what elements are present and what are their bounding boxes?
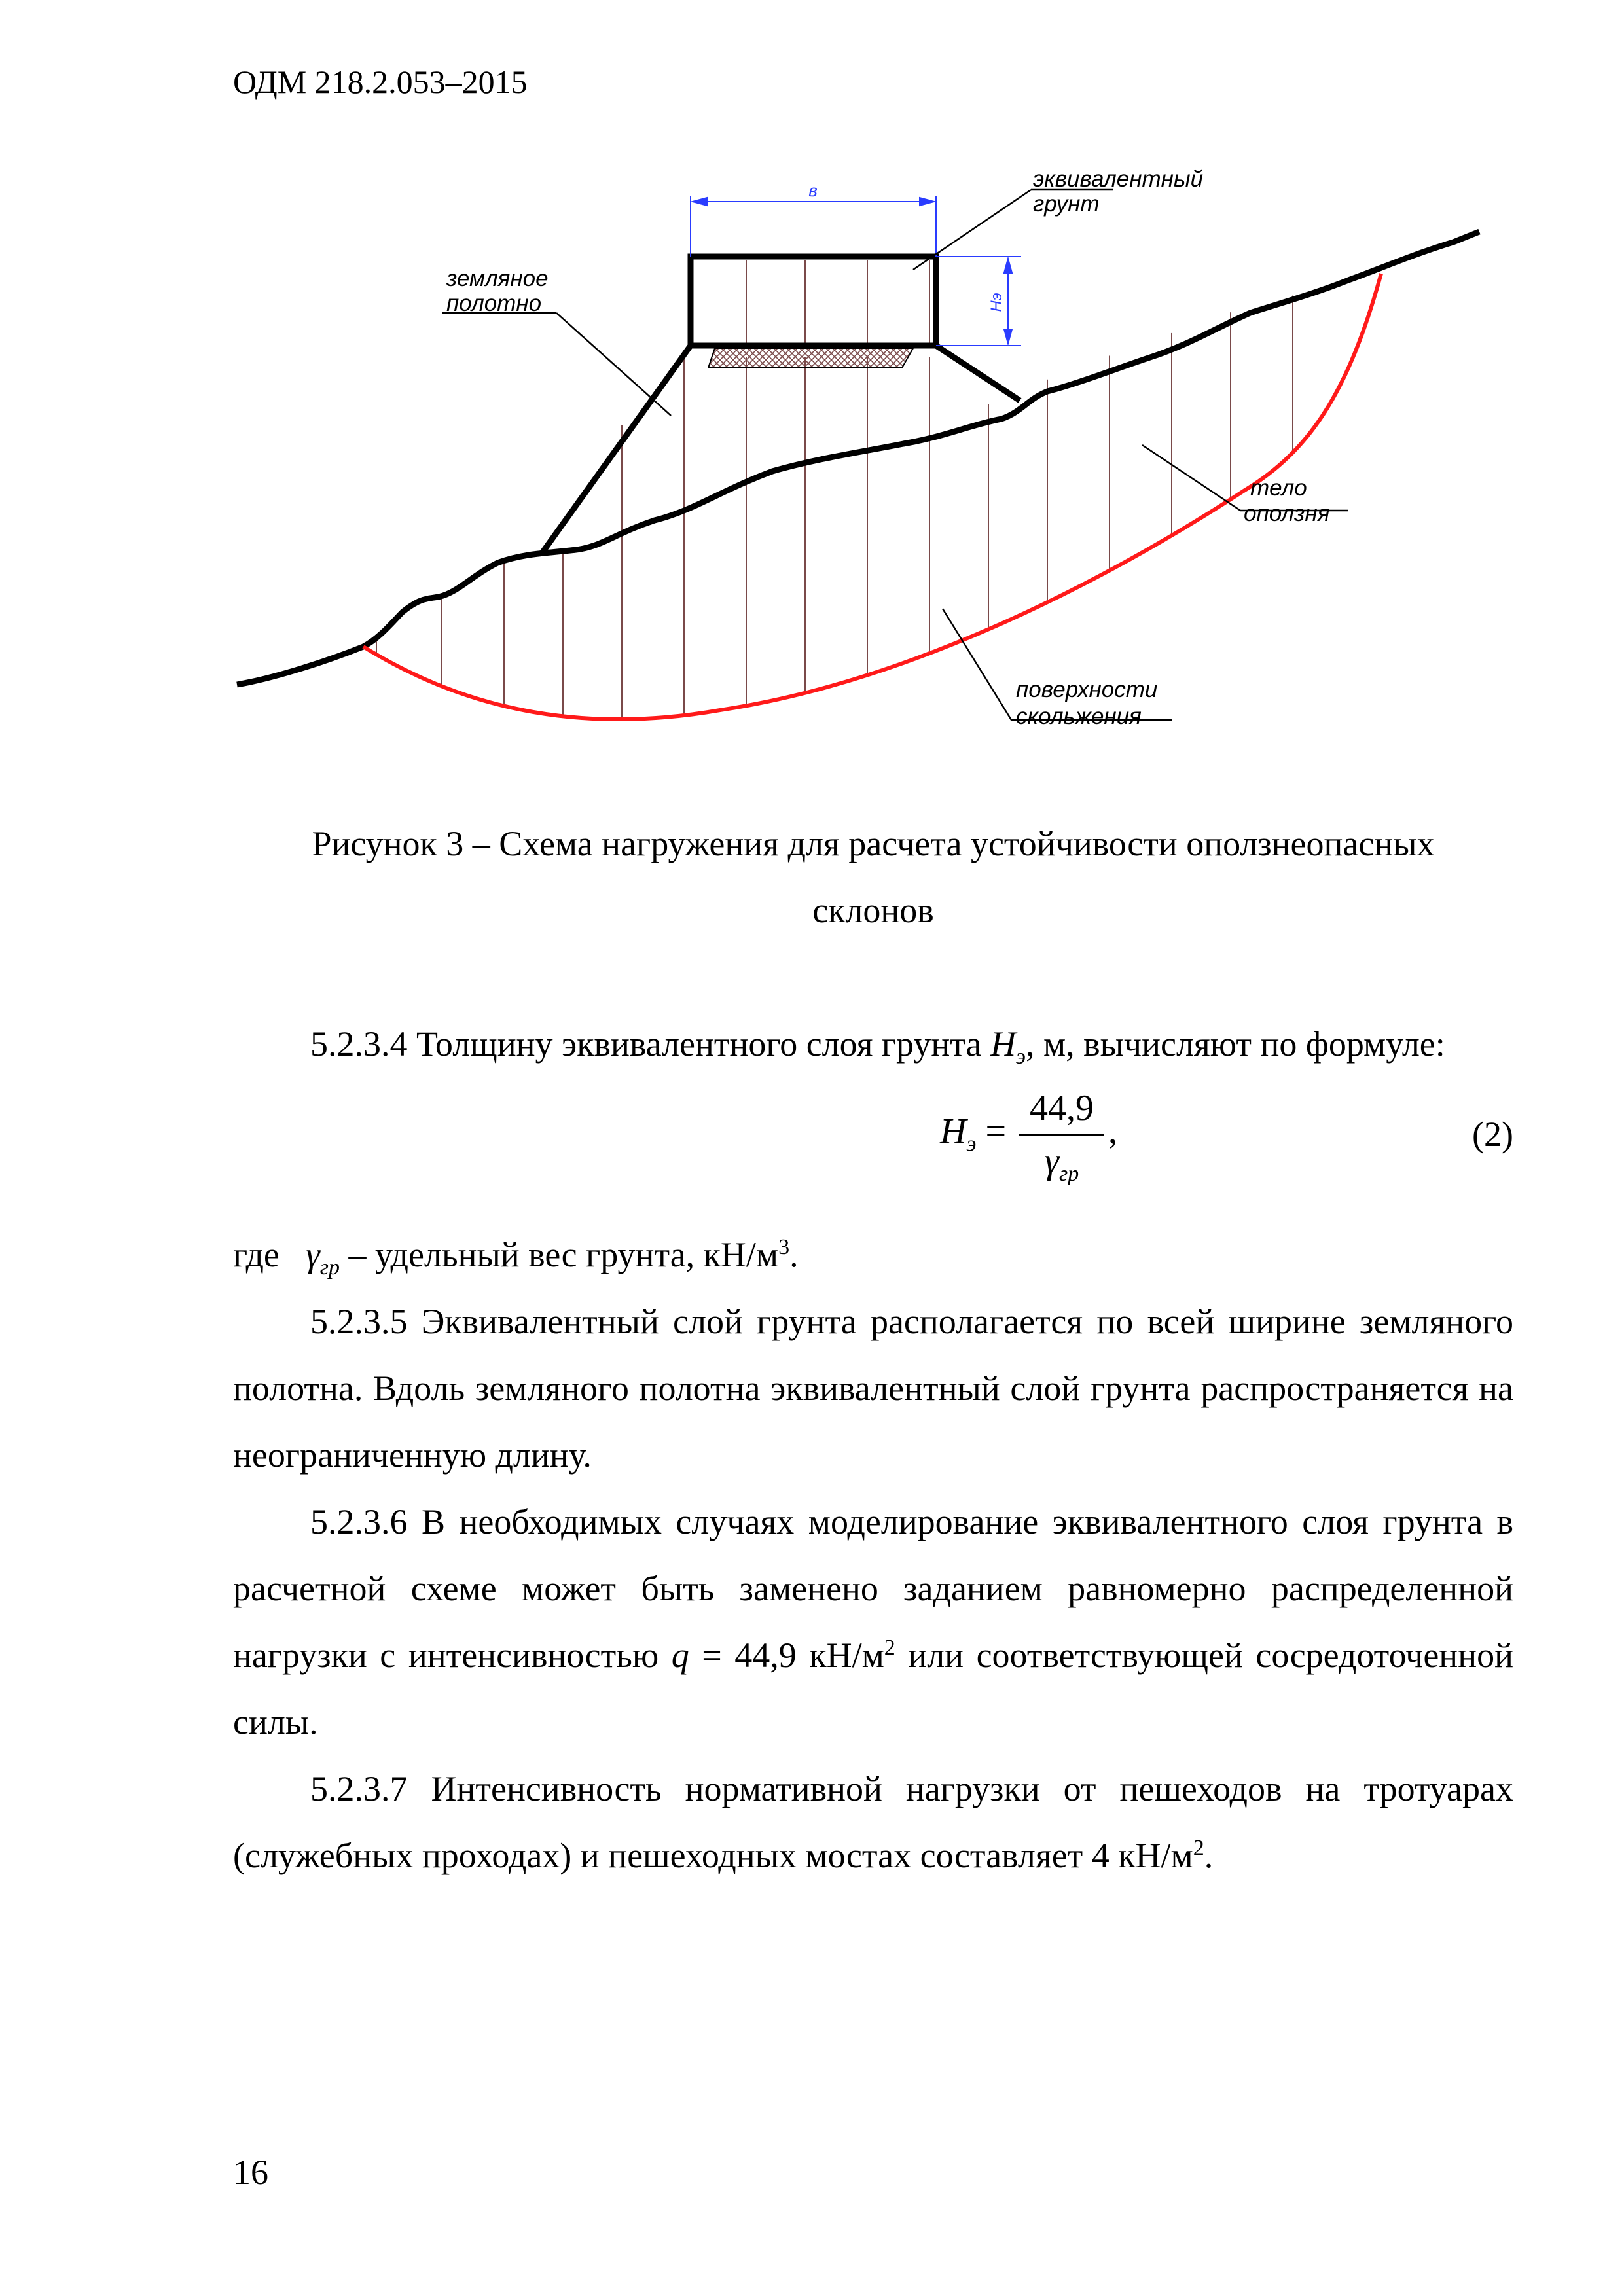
roadbed-hatching	[622, 260, 929, 527]
equivalent-soil-rectangle	[691, 257, 936, 346]
where-clause	[233, 1221, 1513, 1288]
ground-surface-line	[237, 232, 1479, 685]
height-dimension	[936, 257, 1021, 346]
figure-caption	[233, 810, 1513, 944]
unit-exponent: 2	[1193, 1836, 1204, 1860]
landslide-body-label-line2: оползня	[1244, 501, 1330, 526]
formula-equals: =	[985, 1111, 1007, 1152]
paragraph-5-2-3-5: 5.2.3.5 Эквивалентный слой грунта располагается по всей ширине земляного полотна. Вдоль земляного полотна эквивалентный слой грунта распространяется на неограниченную длину.	[233, 1302, 1513, 1475]
paragraph-text: 5.2.3.6 В необходимых случаях моделирование эквивалентного слоя грунта в расчетной схеме может быть заменено заданием равномерно распределенной нагрузки с интенсивностью	[233, 1502, 1513, 1675]
slip-surface-label-line2: скольжения	[1016, 704, 1142, 729]
paragraph-text: .	[1204, 1836, 1214, 1875]
page-number: 16	[233, 2153, 268, 2192]
formula-gamma-subscript: гр	[1058, 1162, 1079, 1187]
variable-q: q	[671, 1636, 689, 1675]
paragraph-text: = 44,9 кН/м	[689, 1636, 884, 1675]
loading-scheme-figure	[0, 0, 1624, 772]
equivalent-soil-label-line2: грунт	[1033, 191, 1100, 217]
formula-denominator	[1019, 1136, 1104, 1187]
paragraph-5-2-3-4	[233, 1011, 1513, 1077]
where-gamma: γ	[306, 1235, 320, 1274]
where-gamma-subscript: гр	[319, 1255, 340, 1280]
where-prefix: где	[233, 1235, 280, 1274]
variable-h-subscript: э	[1015, 1044, 1026, 1069]
paragraph-text: 5.2.3.4 Толщину эквивалентного слоя грунта	[310, 1024, 990, 1064]
equivalent-soil-label-line1: эквивалентный	[1033, 166, 1204, 192]
height-label: Нэ	[988, 293, 1005, 312]
leader-lines	[442, 190, 1348, 720]
roadbed-label-line2: полотно	[446, 291, 542, 316]
paragraph-5-2-3-6	[233, 1488, 1513, 1755]
paragraph-text: 5.2.3.7 Интенсивность нормативной нагрузки от пешеходов на тротуарах (служебных проходах) и пешеходных мостах составляет 4 кН/м	[233, 1769, 1513, 1875]
paragraph-text: или соответствующей сосредоточенной силы.	[233, 1636, 1513, 1742]
equation-number: (2)	[1472, 1115, 1513, 1154]
formula-comma: ,	[1108, 1111, 1118, 1152]
body-text	[233, 1011, 1513, 1889]
landslide-hatching	[376, 262, 1293, 740]
width-dimension	[691, 196, 936, 257]
width-label: в	[808, 181, 818, 200]
landslide-body-label-line1: тело	[1250, 475, 1307, 501]
formula-numerator: 44,9	[1019, 1083, 1104, 1136]
caption-line-1: Рисунок 3 – Схема нагружения для расчета устойчивости оползнеопасных	[312, 824, 1435, 863]
where-end: .	[789, 1235, 799, 1274]
formula-lhs: Н	[940, 1111, 967, 1152]
caption-line-2: склонов	[812, 891, 934, 930]
formula-2	[233, 1077, 1513, 1221]
where-exponent: 3	[778, 1235, 790, 1259]
slip-surface-label-line1: поверхности	[1016, 677, 1158, 702]
unit-exponent: 2	[884, 1636, 895, 1660]
document-code: ОДМ 218.2.053–2015	[233, 63, 528, 100]
formula-lhs-subscript: э	[966, 1132, 977, 1157]
where-text: – удельный вес грунта, кН/м	[339, 1235, 779, 1274]
paragraph-5-2-3-7	[233, 1755, 1513, 1889]
roadbed-label-line1: земляное	[446, 266, 549, 291]
embankment-left-slope	[542, 346, 691, 553]
slip-surface-curve	[363, 274, 1381, 719]
variable-h: Н	[990, 1024, 1016, 1064]
formula-gamma: γ	[1044, 1141, 1059, 1181]
pavement-layer	[708, 348, 913, 368]
embankment-right-slope	[936, 346, 1020, 401]
formula-fraction	[1019, 1083, 1104, 1187]
paragraph-text: , м, вычисляют по формуле:	[1025, 1024, 1445, 1064]
formula-expression	[940, 1083, 1117, 1187]
